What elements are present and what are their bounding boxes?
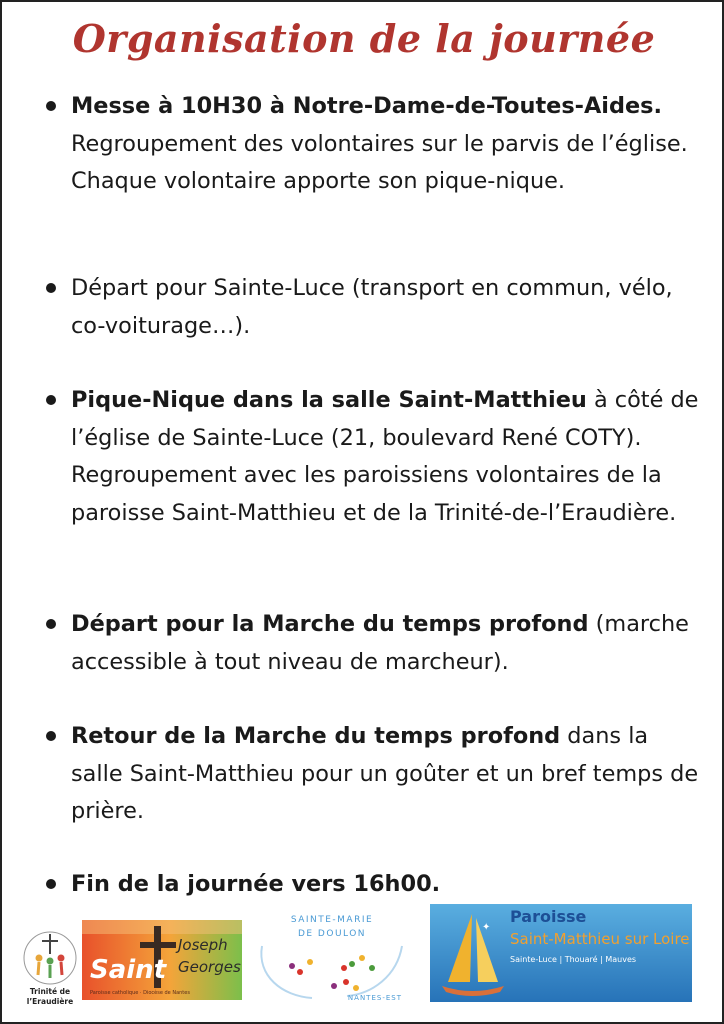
svg-text:Joseph: Joseph	[178, 936, 228, 954]
list-item-text: Départ pour Sainte-Luce (transport en commun, vélo, co-voiturage…).	[71, 275, 673, 339]
bullet-icon	[46, 731, 56, 741]
list-item-text: Fin de la journée vers 16h00.	[71, 871, 441, 897]
bullet-icon	[46, 101, 56, 111]
list-item-text: Messe à 10H30 à Notre-Dame-de-Toutes-Aides. Regroupement des volontaires sur le parvis de l’église. Chaque volontaire apporte son pique-nique.	[71, 93, 688, 194]
saint-matthieu-sur-loire-logo	[430, 904, 692, 1002]
saint-joseph-saint-georges-logo	[82, 920, 242, 1000]
list-item-text: Retour de la Marche du temps profond dans la salle Saint-Matthieu pour un goûter et un bref temps de prière.	[71, 723, 699, 824]
sainte-marie-de-doulon-logo	[252, 906, 412, 1004]
list-item	[46, 606, 706, 681]
bullet-icon	[46, 879, 56, 889]
svg-text:Georges: Georges	[178, 958, 241, 976]
svg-text:Trinité de: Trinité de	[29, 987, 71, 996]
svg-text:Saint: Saint	[90, 955, 167, 985]
svg-text:l’Eraudière: l’Eraudière	[26, 997, 74, 1006]
list-item	[46, 382, 706, 532]
bullet-icon	[46, 283, 56, 293]
list-item	[46, 866, 706, 904]
svg-text:Paroisse: Paroisse	[510, 907, 587, 926]
list-item	[46, 88, 706, 201]
svg-text:✦: ✦	[482, 922, 491, 933]
trinite-logo	[20, 928, 80, 1008]
svg-text:Paroisse catholique · Diocèse: Paroisse catholique · Diocèse de Nantes	[90, 990, 190, 996]
svg-text:DE DOULON: DE DOULON	[297, 929, 367, 939]
svg-text:SAINTE-MARIE: SAINTE-MARIE	[290, 915, 374, 925]
svg-text:Sainte-Luce | Thouaré | Mauves: Sainte-Luce | Thouaré | Mauves	[510, 955, 637, 964]
svg-text:Saint-Matthieu sur Loire: Saint-Matthieu sur Loire	[510, 930, 690, 948]
list-item-text: Départ pour la Marche du temps profond (marche accessible à tout niveau de marcheur).	[71, 611, 689, 675]
page-title: Organisation de la journée	[72, 16, 656, 61]
svg-text:NANTES-EST: NANTES-EST	[347, 994, 402, 1002]
list-item	[46, 270, 706, 345]
list-item	[46, 718, 706, 831]
bullet-icon	[46, 619, 56, 629]
logo-strip	[2, 902, 724, 1012]
list-item-text: Pique-Nique dans la salle Saint-Matthieu à côté de l’église de Sainte-Luce (21, boulevard René COTY). Regroupement avec les paroissiens volontaires de la paroisse Saint-Matthieu et de la Trinité-de-l’Eraudière.	[71, 387, 699, 526]
bullet-icon	[46, 395, 56, 405]
